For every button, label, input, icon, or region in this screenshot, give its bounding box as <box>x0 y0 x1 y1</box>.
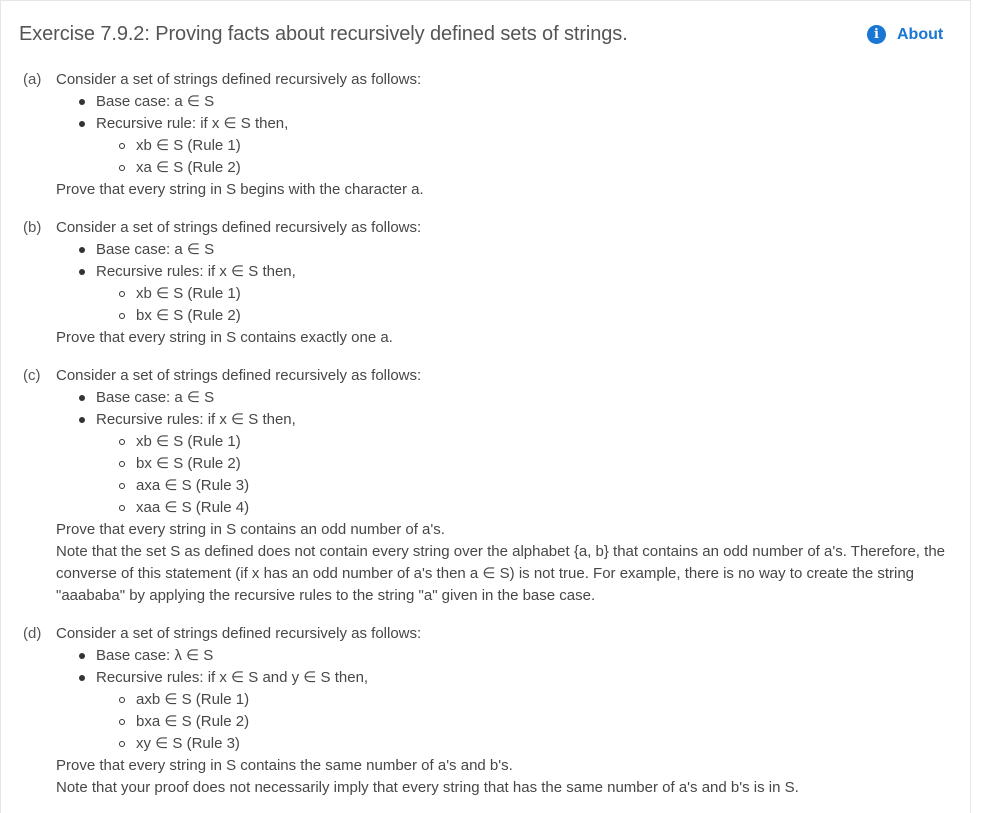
part-label: (a) <box>23 71 42 88</box>
about-label[interactable]: About <box>897 25 944 43</box>
rule-item: xb ∈ S (Rule 1) <box>56 283 961 305</box>
rule-item: axb ∈ S (Rule 1) <box>56 689 961 711</box>
part-label: (b) <box>23 219 42 236</box>
base-case: Base case: a ∈ S <box>56 387 961 409</box>
base-case: Base case: a ∈ S <box>56 91 961 113</box>
rule-item: bx ∈ S (Rule 2) <box>56 305 961 327</box>
exercise-title: Exercise 7.9.2: Proving facts about recursively defined sets of strings. <box>19 23 628 45</box>
part-intro: Consider a set of strings defined recursively as follows: <box>56 71 422 88</box>
part-label: (c) <box>23 367 41 384</box>
recursive-rule: Recursive rules: if x ∈ S and y ∈ S then, <box>56 667 961 689</box>
rule-item: xb ∈ S (Rule 1) <box>56 135 961 157</box>
part-intro: Consider a set of strings defined recursively as follows: <box>56 625 422 642</box>
rule-item: bxa ∈ S (Rule 2) <box>56 711 961 733</box>
rule-item: xb ∈ S (Rule 1) <box>56 431 961 453</box>
about-button[interactable] <box>867 25 943 44</box>
prove-statement: Prove that every string in S contains an odd number of a's. <box>56 521 445 538</box>
recursive-rule: Recursive rules: if x ∈ S then, <box>56 261 961 283</box>
recursive-rule <box>56 113 961 135</box>
prove-statement: Prove that every string in S begins with the character a. <box>56 181 424 198</box>
prove-statement: Prove that every string in S contains the same number of a's and b's. <box>56 757 513 774</box>
recursive-rule-text: Recursive rule: if x ∈ S then, <box>96 115 289 132</box>
part-label: (d) <box>23 625 42 642</box>
rule-item: xaa ∈ S (Rule 4) <box>56 497 961 519</box>
part-intro: Consider a set of strings defined recursively as follows: <box>56 219 422 236</box>
rule-item: bx ∈ S (Rule 2) <box>56 453 961 475</box>
prove-statement: Prove that every string in S contains exactly one a. <box>56 329 393 346</box>
info-icon[interactable]: i <box>867 25 886 44</box>
recursive-rule: Recursive rules: if x ∈ S then, <box>56 409 961 431</box>
rule-item: xa ∈ S (Rule 2) <box>56 157 961 179</box>
base-case: Base case: λ ∈ S <box>56 645 961 667</box>
note: Note that the set S as defined does not contain every string over the alphabet {a, b} that contains an odd number of a's. Therefore, the converse of this statement (if x has an odd number of a's then a ∈ S) is not true. For example, there is no way to create the string "aaababa" by applying the recursive rules to the string "a" given in the base case. <box>56 543 945 604</box>
note: Note that your proof does not necessarily imply that every string that has the same number of a's and b's is in S. <box>56 779 799 796</box>
rule-item: xy ∈ S (Rule 3) <box>56 733 961 755</box>
base-case: Base case: a ∈ S <box>56 239 961 261</box>
rule-item: axa ∈ S (Rule 3) <box>56 475 961 497</box>
part-intro: Consider a set of strings defined recursively as follows: <box>56 367 422 384</box>
